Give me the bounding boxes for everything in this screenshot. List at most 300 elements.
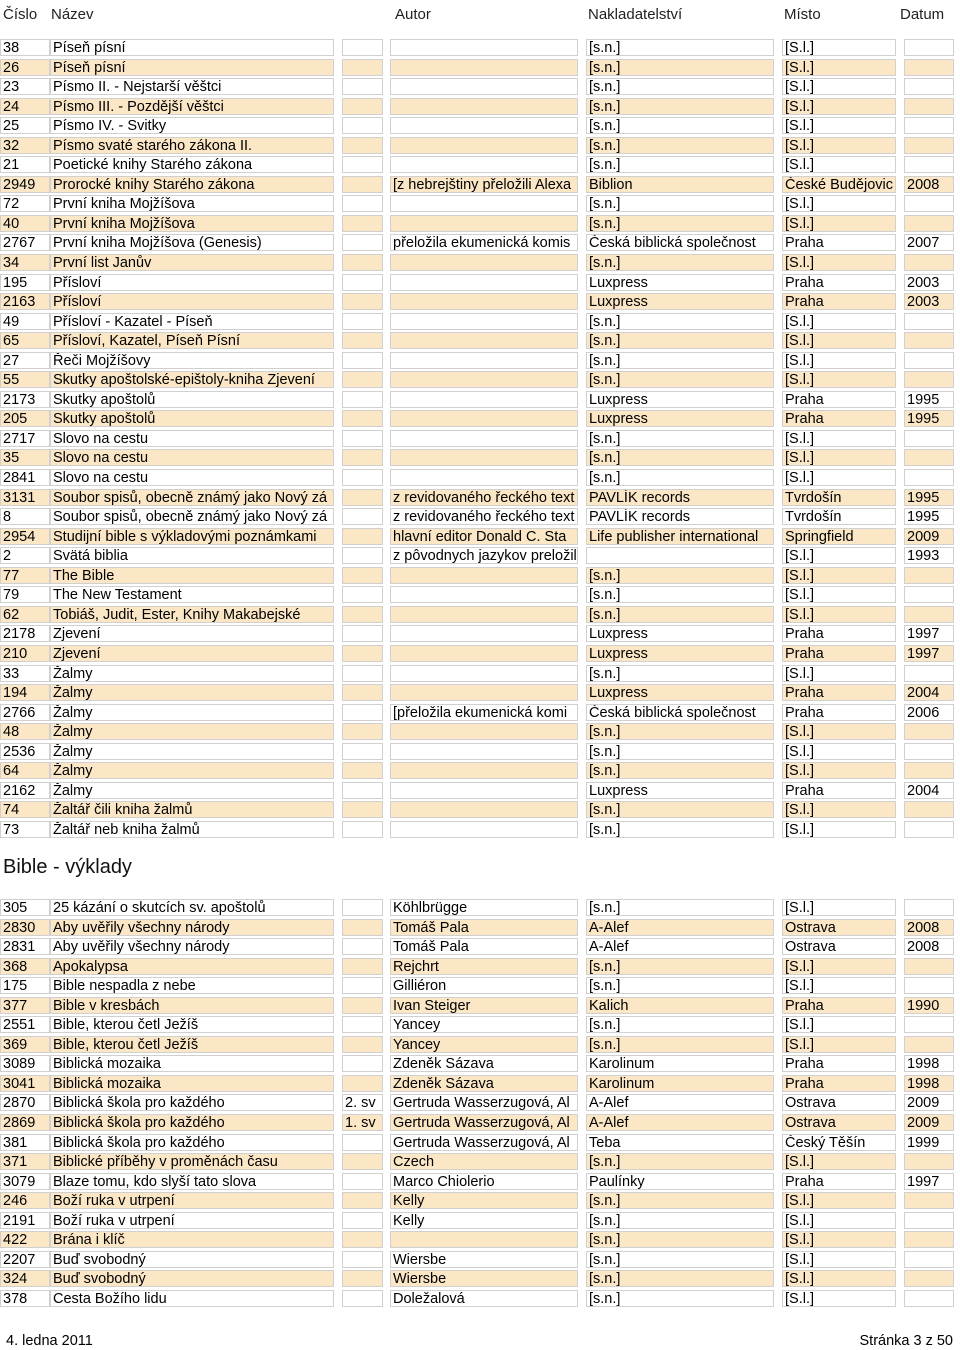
cell-nakladatelstvi: Karolinum (586, 1075, 774, 1092)
cell-autor (390, 625, 578, 642)
cell-datum (904, 313, 954, 330)
cell-autor: přeložila ekumenická komis (390, 234, 578, 251)
cell-autor (390, 293, 578, 310)
cell-nazev: Bible, kterou četl Ježíš (50, 1036, 334, 1053)
table-row (0, 370, 960, 390)
cell-datum: 2008 (904, 919, 954, 936)
cell-svazek (342, 684, 383, 701)
cell-nazev: Žalmy (50, 704, 334, 721)
cell-svazek (342, 1055, 383, 1072)
cell-autor: Wiersbe (390, 1270, 578, 1287)
cell-nazev: Studijní bible s výkladovými poznámkami (50, 528, 334, 545)
cell-misto: Praha (782, 704, 896, 721)
cell-autor (390, 801, 578, 818)
cell-svazek (342, 274, 383, 291)
cell-datum (904, 1290, 954, 1307)
cell-datum: 2003 (904, 293, 954, 310)
table-row (0, 742, 960, 762)
cell-cislo: 55 (0, 371, 50, 388)
cell-misto: [S.l.] (782, 469, 896, 486)
cell-svazek (342, 1212, 383, 1229)
cell-svazek (342, 645, 383, 662)
bible-vyklady-table (0, 898, 960, 1308)
cell-cislo: 3131 (0, 489, 50, 506)
cell-nazev: Přísloví (50, 293, 334, 310)
cell-nakladatelstvi: Luxpress (586, 391, 774, 408)
cell-autor (390, 449, 578, 466)
cell-nakladatelstvi: [s.n.] (586, 117, 774, 134)
cell-autor: Gertruda Wasserzugová, Al (390, 1114, 578, 1131)
cell-autor: Yancey (390, 1016, 578, 1033)
cell-misto: Praha (782, 410, 896, 427)
cell-nakladatelstvi: Luxpress (586, 645, 774, 662)
table-row (0, 1035, 960, 1055)
cell-cislo: 378 (0, 1290, 50, 1307)
cell-misto: Praha (782, 274, 896, 291)
cell-svazek (342, 1290, 383, 1307)
cell-nazev: Přísloví (50, 274, 334, 291)
cell-cislo: 2954 (0, 528, 50, 545)
cell-cislo: 2841 (0, 469, 50, 486)
cell-nakladatelstvi: [s.n.] (586, 1251, 774, 1268)
cell-cislo: 74 (0, 801, 50, 818)
table-row (0, 996, 960, 1016)
cell-nazev: The New Testament (50, 586, 334, 603)
cell-cislo: 2207 (0, 1251, 50, 1268)
cell-nakladatelstvi (586, 547, 774, 564)
cell-nakladatelstvi: [s.n.] (586, 567, 774, 584)
cell-nazev: Biblická mozaika (50, 1055, 334, 1072)
cell-svazek (342, 958, 383, 975)
table-row (0, 1093, 960, 1113)
cell-nakladatelstvi: Luxpress (586, 684, 774, 701)
cell-misto: České Budějovic (782, 176, 896, 193)
cell-nakladatelstvi: PAVLÍK records (586, 508, 774, 525)
cell-autor (390, 332, 578, 349)
cell-datum: 2009 (904, 1094, 954, 1111)
cell-cislo: 23 (0, 78, 50, 95)
cell-cislo: 2870 (0, 1094, 50, 1111)
cell-misto: [S.l.] (782, 762, 896, 779)
cell-misto: Praha (782, 1173, 896, 1190)
cell-cislo: 2831 (0, 938, 50, 955)
cell-nazev: Žalmy (50, 762, 334, 779)
cell-svazek (342, 352, 383, 369)
cell-svazek (342, 215, 383, 232)
cell-nazev: Slovo na cestu (50, 449, 334, 466)
header-nazev: Název (51, 6, 94, 23)
cell-svazek (342, 919, 383, 936)
cell-autor (390, 313, 578, 330)
cell-nazev: Písmo II. - Nejstarší věštci (50, 78, 334, 95)
table-row (0, 976, 960, 996)
cell-cislo: 2173 (0, 391, 50, 408)
cell-nazev: Písmo IV. - Svitky (50, 117, 334, 134)
cell-misto: [S.l.] (782, 254, 896, 271)
header-datum: Datum (900, 6, 945, 23)
cell-svazek (342, 313, 383, 330)
cell-autor (390, 743, 578, 760)
cell-nakladatelstvi: Luxpress (586, 274, 774, 291)
cell-nazev: Boží ruka v utrpení (50, 1192, 334, 1209)
cell-autor (390, 391, 578, 408)
cell-nakladatelstvi: [s.n.] (586, 98, 774, 115)
cell-autor (390, 371, 578, 388)
cell-nakladatelstvi: [s.n.] (586, 1231, 774, 1248)
table-row (0, 605, 960, 625)
cell-misto: [S.l.] (782, 39, 896, 56)
cell-misto: Český Těšín (782, 1134, 896, 1151)
cell-datum: 1995 (904, 410, 954, 427)
cell-autor: z revidovaného řeckého text (390, 508, 578, 525)
cell-misto: [S.l.] (782, 59, 896, 76)
cell-misto: [S.l.] (782, 801, 896, 818)
cell-svazek (342, 1075, 383, 1092)
cell-datum: 2003 (904, 274, 954, 291)
cell-autor: Rejchrt (390, 958, 578, 975)
cell-cislo: 2830 (0, 919, 50, 936)
cell-svazek (342, 665, 383, 682)
table-row (0, 136, 960, 156)
cell-nakladatelstvi: [s.n.] (586, 1016, 774, 1033)
cell-datum (904, 352, 954, 369)
table-row (0, 761, 960, 781)
cell-svazek (342, 59, 383, 76)
cell-svazek: 2. sv (342, 1094, 383, 1111)
table-row (0, 527, 960, 547)
table-row (0, 937, 960, 957)
cell-autor: Doležalová (390, 1290, 578, 1307)
table-row (0, 448, 960, 468)
cell-misto: [S.l.] (782, 78, 896, 95)
cell-nakladatelstvi: [s.n.] (586, 156, 774, 173)
cell-nakladatelstvi: [s.n.] (586, 313, 774, 330)
cell-nazev: První kniha Mojžíšova (50, 195, 334, 212)
cell-misto: [S.l.] (782, 899, 896, 916)
cell-cislo: 38 (0, 39, 50, 56)
cell-nazev: Boží ruka v utrpení (50, 1212, 334, 1229)
cell-datum: 1999 (904, 1134, 954, 1151)
cell-misto: Praha (782, 1055, 896, 1072)
cell-misto: Praha (782, 1075, 896, 1092)
cell-autor (390, 137, 578, 154)
table-row (0, 1054, 960, 1074)
cell-datum (904, 195, 954, 212)
cell-nakladatelstvi: Česká biblická společnost (586, 704, 774, 721)
table-row (0, 800, 960, 820)
cell-svazek (342, 899, 383, 916)
cell-nazev: Tobiáš, Judit, Ester, Knihy Makabejské (50, 606, 334, 623)
table-row (0, 468, 960, 488)
cell-cislo: 2717 (0, 430, 50, 447)
cell-misto: [S.l.] (782, 156, 896, 173)
cell-misto: Ostrava (782, 1114, 896, 1131)
cell-datum: 1990 (904, 997, 954, 1014)
cell-svazek (342, 1134, 383, 1151)
cell-svazek (342, 1270, 383, 1287)
table-row (0, 566, 960, 586)
cell-svazek (342, 528, 383, 545)
cell-nakladatelstvi: [s.n.] (586, 1212, 774, 1229)
table-row (0, 1113, 960, 1133)
cell-nazev: Poetické knihy Starého zákona (50, 156, 334, 173)
cell-datum (904, 567, 954, 584)
table-row (0, 116, 960, 136)
cell-misto: [S.l.] (782, 313, 896, 330)
cell-autor (390, 665, 578, 682)
cell-nakladatelstvi: [s.n.] (586, 723, 774, 740)
cell-nakladatelstvi: [s.n.] (586, 78, 774, 95)
cell-misto: Praha (782, 684, 896, 701)
cell-nazev: Žalmy (50, 684, 334, 701)
cell-nazev: Svätá biblia (50, 547, 334, 564)
table-row (0, 214, 960, 234)
table-row (0, 233, 960, 253)
cell-cislo: 2536 (0, 743, 50, 760)
cell-svazek (342, 176, 383, 193)
cell-nazev: Řeči Mojžíšovy (50, 352, 334, 369)
cell-cislo: 33 (0, 665, 50, 682)
cell-nakladatelstvi: [s.n.] (586, 352, 774, 369)
cell-cislo: 2551 (0, 1016, 50, 1033)
cell-autor: z revidovaného řeckého text (390, 489, 578, 506)
cell-misto: [S.l.] (782, 332, 896, 349)
cell-nakladatelstvi: [s.n.] (586, 606, 774, 623)
cell-cislo: 62 (0, 606, 50, 623)
cell-svazek (342, 1192, 383, 1209)
cell-nazev: Brána i klíč (50, 1231, 334, 1248)
cell-datum: 1995 (904, 489, 954, 506)
cell-datum (904, 1016, 954, 1033)
cell-datum: 1995 (904, 508, 954, 525)
cell-cislo: 34 (0, 254, 50, 271)
cell-cislo: 368 (0, 958, 50, 975)
table-row (0, 312, 960, 332)
cell-autor (390, 98, 578, 115)
cell-svazek (342, 625, 383, 642)
cell-datum: 1998 (904, 1075, 954, 1092)
cell-nakladatelstvi: [s.n.] (586, 430, 774, 447)
cell-misto: [S.l.] (782, 430, 896, 447)
cell-cislo: 64 (0, 762, 50, 779)
cell-datum: 1993 (904, 547, 954, 564)
cell-misto: Ostrava (782, 938, 896, 955)
cell-nakladatelstvi: [s.n.] (586, 1036, 774, 1053)
cell-datum (904, 78, 954, 95)
cell-svazek (342, 762, 383, 779)
cell-nakladatelstvi: Luxpress (586, 293, 774, 310)
cell-svazek (342, 1016, 383, 1033)
cell-svazek (342, 1173, 383, 1190)
table-row (0, 820, 960, 840)
cell-cislo: 49 (0, 313, 50, 330)
cell-nazev: Aby uvěřily všechny národy (50, 919, 334, 936)
cell-cislo: 24 (0, 98, 50, 115)
cell-nazev: Skutky apoštolů (50, 410, 334, 427)
cell-datum (904, 332, 954, 349)
cell-nazev: Soubor spisů, obecně známý jako Nový zá (50, 489, 334, 506)
cell-svazek (342, 821, 383, 838)
cell-nakladatelstvi: [s.n.] (586, 39, 774, 56)
cell-datum (904, 1251, 954, 1268)
cell-nazev: Píseň písní (50, 59, 334, 76)
cell-cislo: 205 (0, 410, 50, 427)
cell-nakladatelstvi: [s.n.] (586, 665, 774, 682)
cell-autor: Tomáš Pala (390, 919, 578, 936)
cell-autor: Ivan Steiger (390, 997, 578, 1014)
section-title-bible-vyklady: Bible - výklady (3, 856, 132, 878)
cell-nazev: Přísloví, Kazatel, Píseň Písní (50, 332, 334, 349)
cell-svazek (342, 547, 383, 564)
cell-cislo: 65 (0, 332, 50, 349)
table-row (0, 585, 960, 605)
cell-datum (904, 723, 954, 740)
cell-nazev: Biblická škola pro každého (50, 1114, 334, 1131)
cell-datum (904, 1270, 954, 1287)
cell-autor: Wiersbe (390, 1251, 578, 1268)
cell-nazev: Bible v kresbách (50, 997, 334, 1014)
table-row (0, 1074, 960, 1094)
cell-misto: [S.l.] (782, 1192, 896, 1209)
table-row (0, 1269, 960, 1289)
table-row (0, 546, 960, 566)
table-row (0, 1289, 960, 1309)
cell-misto: [S.l.] (782, 1212, 896, 1229)
table-row (0, 175, 960, 195)
table-row (0, 292, 960, 312)
cell-svazek (342, 469, 383, 486)
cell-nakladatelstvi: [s.n.] (586, 1290, 774, 1307)
table-row (0, 624, 960, 644)
cell-datum (904, 586, 954, 603)
cell-datum: 2009 (904, 528, 954, 545)
cell-svazek (342, 1036, 383, 1053)
cell-datum (904, 958, 954, 975)
cell-nakladatelstvi: [s.n.] (586, 195, 774, 212)
table-row (0, 957, 960, 977)
cell-datum (904, 117, 954, 134)
cell-nazev: Žalmy (50, 743, 334, 760)
cell-misto: [S.l.] (782, 743, 896, 760)
cell-nazev: Zjevení (50, 645, 334, 662)
cell-datum (904, 1153, 954, 1170)
cell-nazev: Prorocké knihy Starého zákona (50, 176, 334, 193)
cell-nakladatelstvi: [s.n.] (586, 1153, 774, 1170)
cell-autor (390, 469, 578, 486)
cell-datum (904, 743, 954, 760)
cell-nazev: Přísloví - Kazatel - Píseň (50, 313, 334, 330)
cell-nazev: The Bible (50, 567, 334, 584)
header-cislo: Číslo (3, 6, 38, 23)
cell-cislo: 305 (0, 899, 50, 916)
cell-svazek (342, 1231, 383, 1248)
cell-datum (904, 665, 954, 682)
cell-datum: 2006 (904, 704, 954, 721)
table-row (0, 781, 960, 801)
cell-nakladatelstvi: [s.n.] (586, 899, 774, 916)
cell-autor: Gertruda Wasserzugová, Al (390, 1134, 578, 1151)
table-row (0, 155, 960, 175)
cell-nakladatelstvi: PAVLÍK records (586, 489, 774, 506)
cell-cislo: 371 (0, 1153, 50, 1170)
cell-misto: Praha (782, 293, 896, 310)
cell-nazev: Bible nespadla z nebe (50, 977, 334, 994)
cell-misto: [S.l.] (782, 1270, 896, 1287)
cell-svazek (342, 1251, 383, 1268)
cell-nazev: Aby uvěřily všechny národy (50, 938, 334, 955)
cell-svazek (342, 1153, 383, 1170)
cell-svazek (342, 801, 383, 818)
cell-nakladatelstvi: [s.n.] (586, 59, 774, 76)
cell-nakladatelstvi: [s.n.] (586, 1270, 774, 1287)
cell-nazev: Písmo svaté starého zákona II. (50, 137, 334, 154)
cell-nakladatelstvi: [s.n.] (586, 215, 774, 232)
cell-nakladatelstvi: Kalich (586, 997, 774, 1014)
cell-misto: [S.l.] (782, 723, 896, 740)
cell-datum (904, 371, 954, 388)
cell-autor (390, 78, 578, 95)
cell-svazek: 1. sv (342, 1114, 383, 1131)
cell-nazev: Biblická škola pro každého (50, 1094, 334, 1111)
cell-nakladatelstvi: [s.n.] (586, 449, 774, 466)
cell-cislo: 3089 (0, 1055, 50, 1072)
cell-misto: Praha (782, 234, 896, 251)
cell-autor: Kelly (390, 1192, 578, 1209)
header-nakladatelstvi: Nakladatelství (588, 6, 683, 23)
cell-misto: [S.l.] (782, 567, 896, 584)
cell-datum: 1997 (904, 625, 954, 642)
cell-misto: [S.l.] (782, 98, 896, 115)
cell-svazek (342, 98, 383, 115)
cell-autor: Yancey (390, 1036, 578, 1053)
cell-autor (390, 195, 578, 212)
cell-nakladatelstvi: [s.n.] (586, 469, 774, 486)
cell-nakladatelstvi: [s.n.] (586, 332, 774, 349)
cell-svazek (342, 508, 383, 525)
cell-misto: Ostrava (782, 919, 896, 936)
cell-cislo: 246 (0, 1192, 50, 1209)
cell-misto: [S.l.] (782, 977, 896, 994)
cell-svazek (342, 195, 383, 212)
table-row (0, 488, 960, 508)
cell-misto: [S.l.] (782, 449, 896, 466)
cell-datum (904, 449, 954, 466)
cell-datum (904, 98, 954, 115)
cell-nazev: Slovo na cestu (50, 430, 334, 447)
cell-autor: Gertruda Wasserzugová, Al (390, 1094, 578, 1111)
cell-cislo: 2869 (0, 1114, 50, 1131)
cell-datum: 2007 (904, 234, 954, 251)
cell-datum (904, 59, 954, 76)
cell-datum (904, 977, 954, 994)
cell-cislo: 2178 (0, 625, 50, 642)
cell-cislo: 32 (0, 137, 50, 154)
cell-misto: [S.l.] (782, 1016, 896, 1033)
cell-autor: Tomáš Pala (390, 938, 578, 955)
cell-cislo: 25 (0, 117, 50, 134)
cell-datum: 1997 (904, 1173, 954, 1190)
cell-nazev: Zjevení (50, 625, 334, 642)
cell-nazev: Biblické příběhy v proměnách času (50, 1153, 334, 1170)
cell-datum (904, 1212, 954, 1229)
table-row (0, 664, 960, 684)
cell-misto: Praha (782, 391, 896, 408)
cell-datum (904, 39, 954, 56)
cell-misto: [S.l.] (782, 1036, 896, 1053)
table-row (0, 429, 960, 449)
cell-cislo: 3079 (0, 1173, 50, 1190)
cell-nakladatelstvi: [s.n.] (586, 801, 774, 818)
